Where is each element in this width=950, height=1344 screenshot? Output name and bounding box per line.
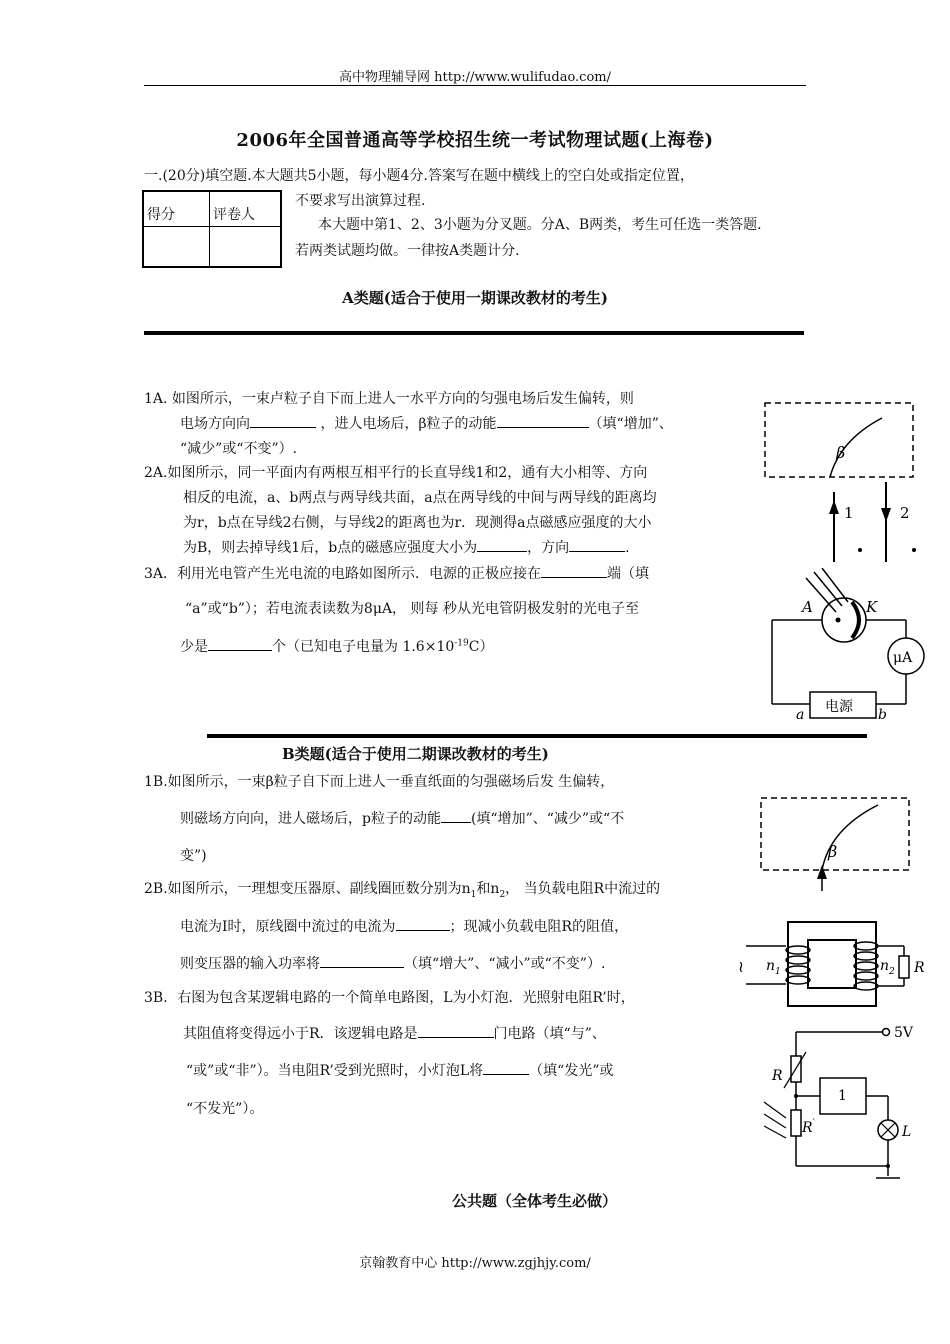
q2a-line-1: 2A.如图所示，同一平面内有两根互相平行的长直导线1和2，通有大小相等、方向 <box>144 465 648 481</box>
q1a-blank-1[interactable] <box>250 413 316 428</box>
exam-title: 2006年全国普通高等学校招生统一考试物理试题(上海卷) <box>236 130 714 151</box>
q3b-text-a: 其阻值将变得远小于R．该逻辑电路是 <box>183 1026 418 1042</box>
score-table-divider-v <box>209 192 210 266</box>
q2b-text-d: 电流为I时，原线圈中流过的电流为 <box>180 919 396 935</box>
fig-2b-transformer <box>736 916 930 1014</box>
fig-2b-ac-symbol: ≀ <box>738 957 744 976</box>
q2b-sub-2: 2 <box>499 889 506 900</box>
q3b-line-3 <box>186 1060 613 1080</box>
fig-2b-secondary-coil <box>854 942 878 990</box>
q1a-line-1: 1A. 如图所示，一束卢粒子自下而上进人一水平方向的匀强电场后发生偏转，则 <box>144 391 634 407</box>
fig-1a-beta: β <box>836 443 846 462</box>
fig-3a-label-k: K <box>866 598 878 616</box>
q2b-text-e: ；现减小负载电阻R的阻值， <box>449 919 629 935</box>
q3b-text-d: （填“发光”或 <box>529 1063 614 1079</box>
q1a-text-b: ，进人电场后，β粒子的动能 <box>320 416 497 432</box>
q2b-blank-2[interactable] <box>320 953 404 968</box>
score-table <box>142 190 282 268</box>
q3a-blank-2[interactable] <box>208 636 272 651</box>
q3a-exponent: -19 <box>454 638 469 649</box>
section-intro-line-4: 若两类试题均做。一律按A类题计分. <box>295 243 520 259</box>
fig-3b-r-label: R <box>772 1068 783 1084</box>
fig-2b-core-inner <box>808 940 856 988</box>
q3a-blank-1[interactable] <box>541 563 607 578</box>
q2a-blank-1[interactable] <box>477 537 527 552</box>
q1a-blank-2[interactable] <box>497 413 589 428</box>
q3a-text-a: 3A．利用光电管产生光电流的电路如图所示．电源的正极应接在 <box>144 566 542 582</box>
fig-3a-meter-label: μA <box>893 650 913 666</box>
fig-3a-anode <box>836 618 841 623</box>
fig-3b-rp-letter: R <box>802 1120 813 1136</box>
class-a-rule <box>144 331 804 335</box>
q3a-text-b2: 个（已知电子电量为 1.6×10 <box>272 639 455 655</box>
fig-2b-primary-coil <box>786 946 810 984</box>
score-label: 得分 <box>147 207 175 223</box>
common-title: 公共题（全体考生必做） <box>452 1192 618 1210</box>
fig-2b-n1-sub: 1 <box>775 967 781 977</box>
fig-3a-photocell-circuit <box>768 568 928 728</box>
q1b-line-2 <box>180 808 624 828</box>
fig-2a-wires <box>800 478 930 568</box>
fig-2b-n1-letter: n <box>766 958 776 974</box>
q3a-line-3 <box>180 636 493 656</box>
score-table-divider-h <box>144 226 280 227</box>
q2a-text-b: ，方向 <box>527 540 570 556</box>
fig-1b-beta: β <box>828 842 838 861</box>
header-rule <box>144 85 806 86</box>
q1a-text-c: （填“增加”、 <box>588 416 673 432</box>
q2a-text-a: 为B，则去掉导线1后，b点的磁感应强度大小为 <box>183 540 478 556</box>
fig-2a-wire-2-label: 2 <box>900 504 910 522</box>
q3a-text-b: 端（填 <box>607 566 650 582</box>
fig-1a-field <box>760 398 920 482</box>
q2a-line-3: 为r，b点在导线2右侧，与导线2的距离也为r．现测得a点磁感应强度的大小 <box>183 515 652 531</box>
q2a-blank-2[interactable] <box>569 537 625 552</box>
q1b-line-3: 变”) <box>180 848 207 864</box>
q2b-blank-1[interactable] <box>396 916 450 931</box>
q1b-blank-1[interactable] <box>441 808 471 823</box>
q3b-line-1: 3B．右图为包含某逻辑电路的一个简单电路图，L为小灯泡．光照射电阻R’时， <box>144 990 635 1006</box>
fig-1b-field <box>756 793 916 893</box>
q2b-sub-1: 1 <box>470 889 477 900</box>
q3b-text-c: “或”或“非”）。当电阻R’受到光照时，小灯泡L将 <box>186 1063 484 1079</box>
q2b-text-b: 和n <box>476 881 500 897</box>
q1a-line-2 <box>180 413 673 433</box>
fig-3b-5v-terminal <box>883 1029 890 1036</box>
q3b-line-2 <box>183 1023 606 1043</box>
fig-3b-5v-label: 5V <box>894 1025 914 1041</box>
fig-3a-terminal-a: a <box>796 707 805 723</box>
fig-3b-photoresistor <box>791 1110 801 1136</box>
q1b-text-b: (填“增加”、“减少”或“不 <box>470 811 625 827</box>
q3b-line-4: “不发光”）。 <box>186 1101 264 1117</box>
fig-1a-field-box <box>765 403 913 477</box>
fig-2b-r-label: R <box>914 960 925 976</box>
q3b-text-b: 门电路（填“与”、 <box>493 1026 606 1042</box>
fig-3b-lamp-label: L <box>902 1124 912 1140</box>
q2b-line-3 <box>180 953 605 973</box>
fig-3a-cathode <box>852 602 859 638</box>
fig-2a-wire-1-label: 1 <box>844 504 854 522</box>
fig-2a-arrow-down <box>881 508 891 522</box>
fig-3b-gate-label: 1 <box>838 1088 847 1104</box>
q2b-text-a: 2B.如图所示，一理想变压器原、副线圈匝数分别为n <box>144 881 471 897</box>
q2b-line-2 <box>180 916 628 936</box>
q3a-text-a2: 少是 <box>180 639 208 655</box>
q1a-line-3: “减少”或“不变”）. <box>180 441 298 457</box>
fig-3b-light-ray-3 <box>764 1126 786 1138</box>
page-footer: 京翰教育中心 http://www.zgjhjy.com/ <box>359 1256 591 1271</box>
fig-2b-load-resistor <box>899 956 909 978</box>
q2a-line-4 <box>183 537 630 557</box>
q2b-line-1 <box>144 878 660 900</box>
fig-2b-n2-letter: n <box>880 958 890 974</box>
q3a-line-2: “a”或“b”）；若电流表读数为8μA， 则每 秒从光电管阴极发射的光电子至 <box>185 601 639 617</box>
fig-2a-arrow-up <box>829 500 839 514</box>
q3a-line-1 <box>144 563 649 583</box>
q2b-text-c: ， 当负载电阻R中流过的 <box>505 881 661 897</box>
fig-3b-rp-label <box>801 1118 816 1136</box>
fig-2b-n2 <box>880 958 895 977</box>
page-header: 高中物理辅导网 http://www.wulifudao.com/ <box>338 70 611 85</box>
q1a-text-a: 电场方向向 <box>180 416 250 432</box>
fig-2a-point-a <box>858 548 862 552</box>
fig-3a-label-a: A <box>802 598 813 616</box>
fig-2b-n2-sub: 2 <box>889 967 895 977</box>
grader-label: 评卷人 <box>213 207 255 223</box>
section-intro-line-2: 不要求写出演算过程. <box>295 193 426 209</box>
class-a-title: A类题(适合于使用一期课改教材的考生) <box>342 289 608 307</box>
fig-3b-rp-prime: ′ <box>812 1118 815 1129</box>
fig-3b-logic-circuit <box>762 1022 930 1184</box>
fig-2a-point-b <box>912 548 916 552</box>
class-b-title: B类题(适合于使用二期课改教材的考生) <box>282 745 549 763</box>
q1b-line-1: 1B.如图所示，一束β粒子自下而上进人一垂直纸面的匀强磁场后发 生偏转， <box>144 774 615 790</box>
q2b-text-f: 则变压器的输入功率将 <box>180 956 320 972</box>
section-intro-line-1: 一.(20分)填空题.本大题共5小题，每小题4分.答案写在题中横线上的空白处或指定位置， <box>144 168 694 184</box>
q3a-text-c2: C） <box>468 639 494 655</box>
q2b-text-g: （填“增大”、“减小”或“不变”）. <box>404 956 606 972</box>
fig-3a-terminal-b: b <box>878 707 887 723</box>
q3b-blank-2[interactable] <box>483 1060 529 1075</box>
q2a-line-2: 相反的电流，a、b两点与两导线共面，a点在两导线的中间与两导线的距离均 <box>183 490 657 506</box>
q3b-blank-1[interactable] <box>418 1023 494 1038</box>
q1b-text-a: 则磁场方向向，进人磁场后，p粒子的动能 <box>180 811 441 827</box>
fig-3a-source-label: 电源 <box>825 699 853 715</box>
section-intro-line-3: 本大题中第1、2、3小题为分叉题。分A、B两类，考生可任选一类答题. <box>318 217 762 233</box>
q2a-text-c: . <box>625 540 630 556</box>
class-b-rule <box>207 734 867 738</box>
fig-2b-n1 <box>766 958 781 977</box>
